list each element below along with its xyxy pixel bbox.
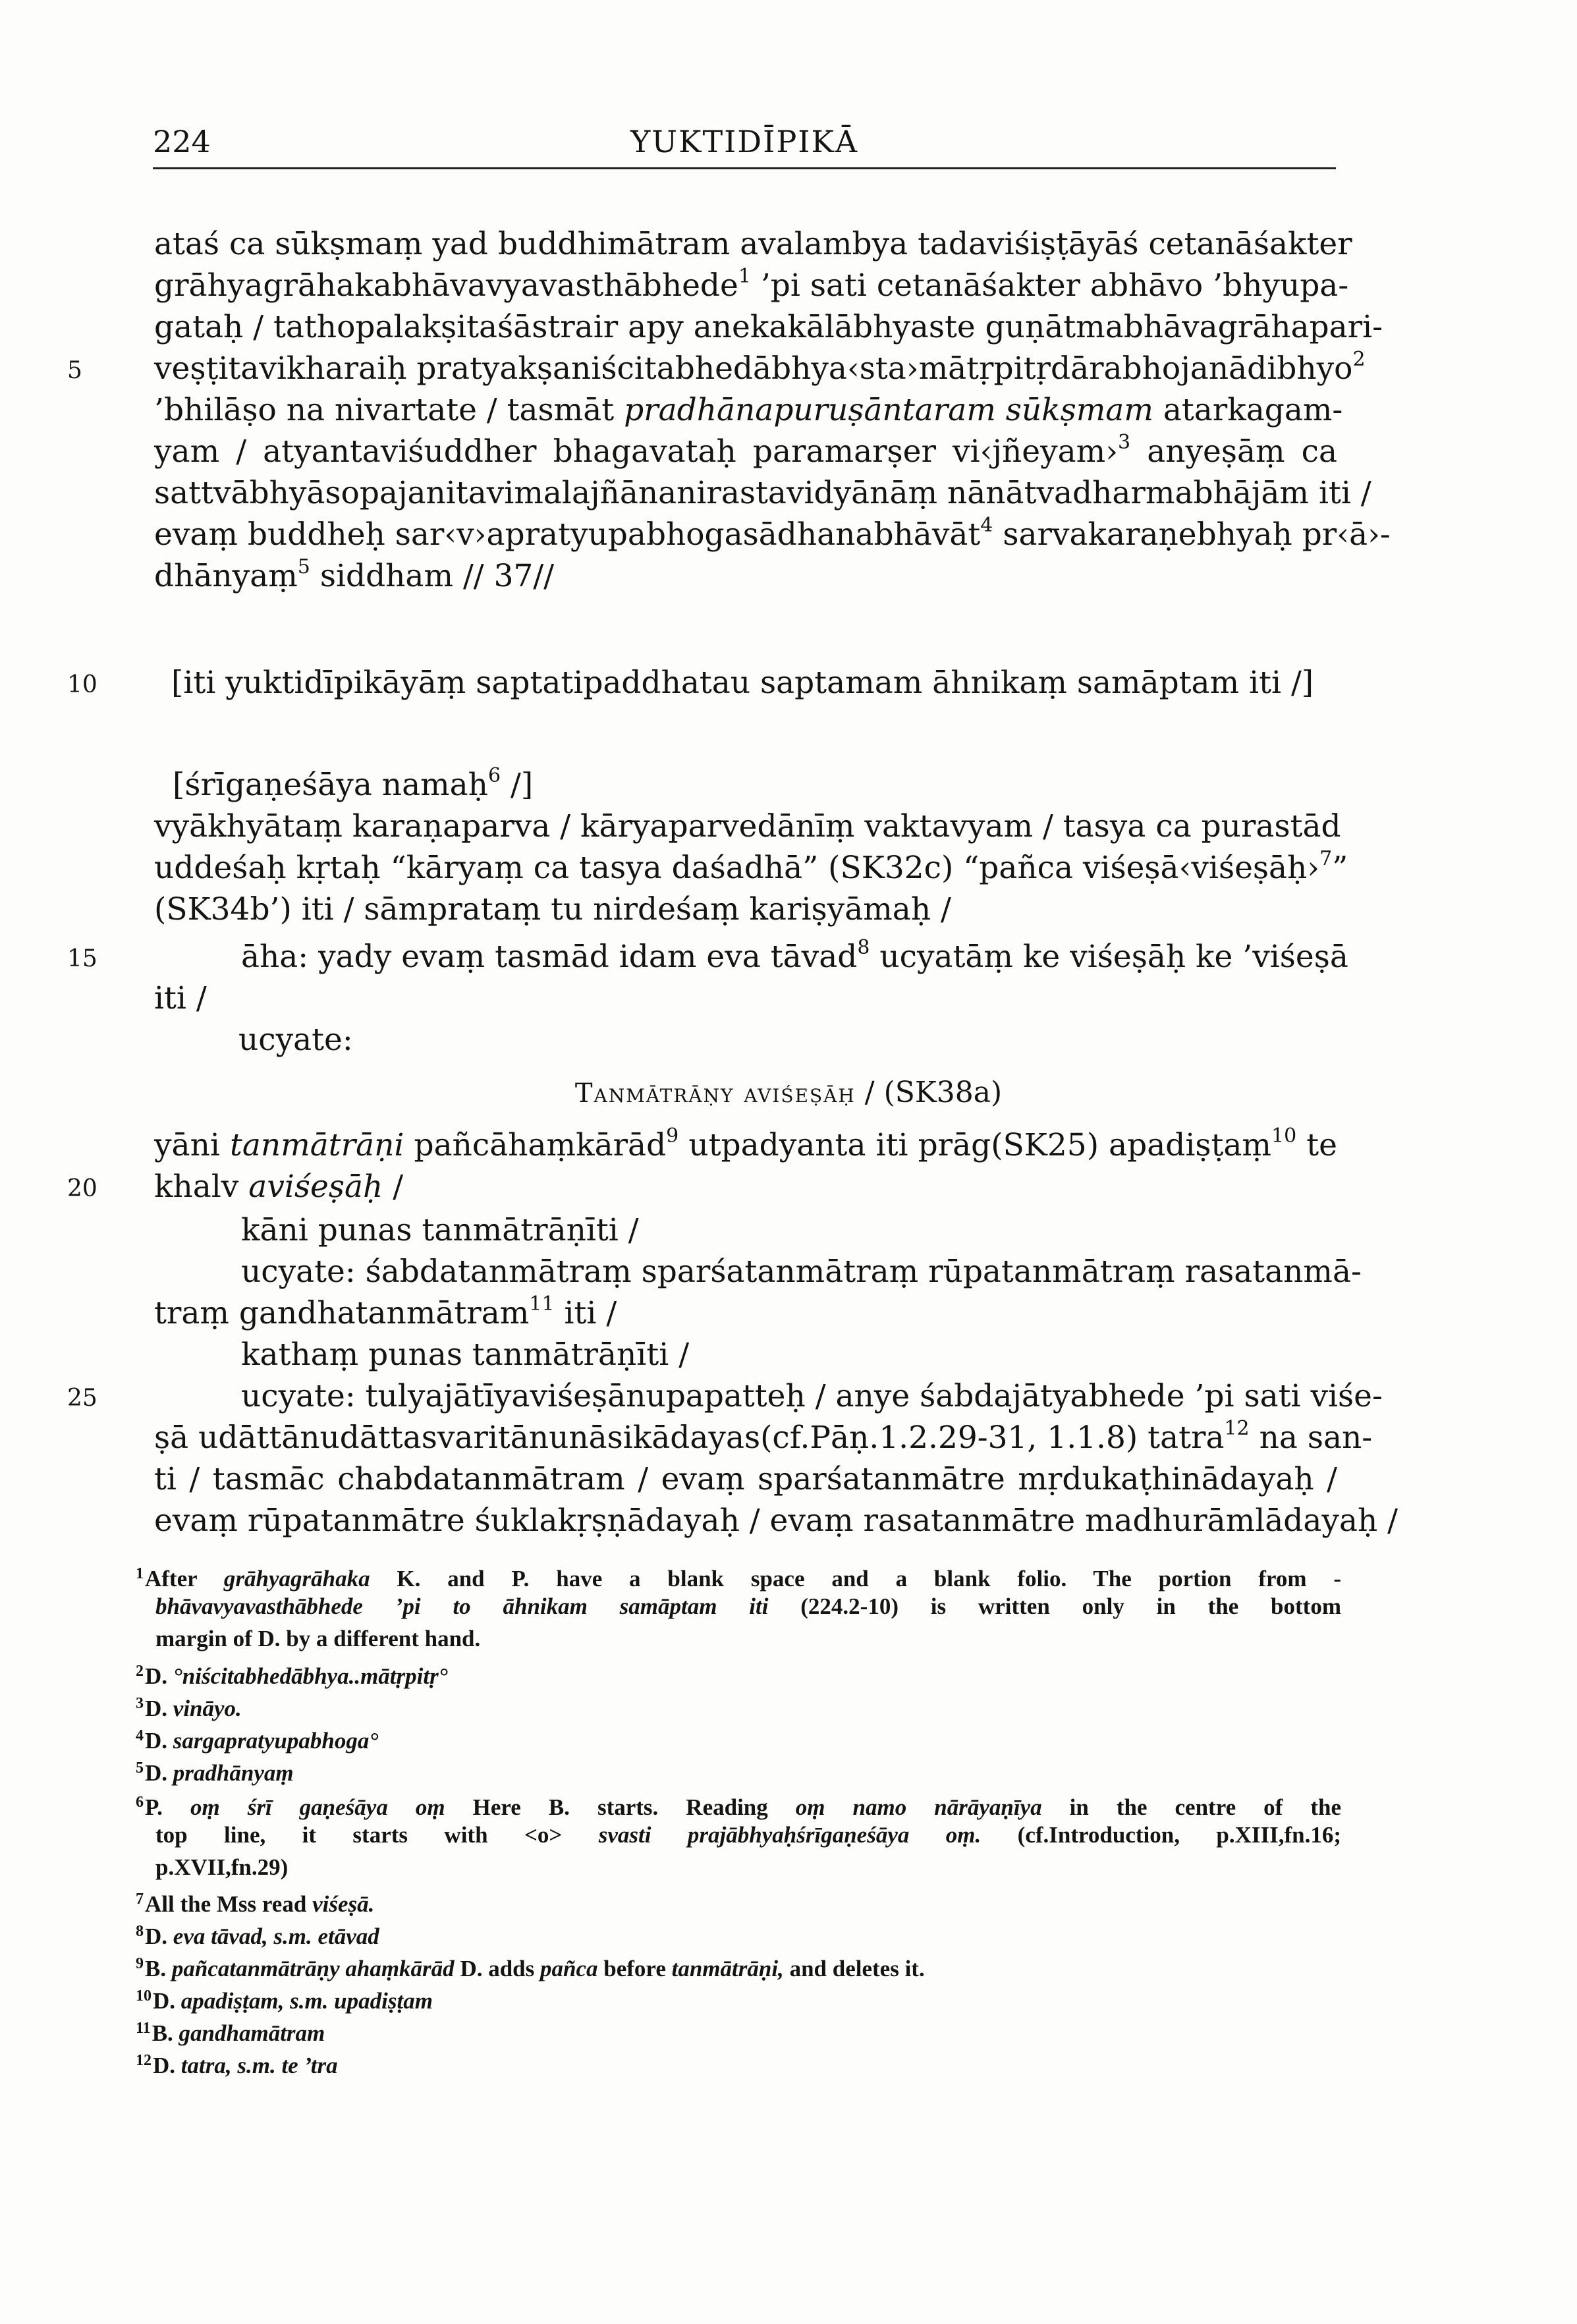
text-span: top line, it starts with <o> xyxy=(155,1822,599,1848)
footnote-ref: 4 xyxy=(980,514,993,537)
italic-term: bhāvavyavasthābhede ’pi to āhnikam samāptam iti xyxy=(155,1593,769,1619)
text-span: B. xyxy=(152,2020,179,2046)
footnote-marker: 4 xyxy=(136,1727,144,1744)
text-span: /] xyxy=(501,767,534,803)
text-span: K. and P. have a blank space and a blank folio. The portion from - xyxy=(370,1566,1341,1591)
italic-term: grāhyagrāhaka xyxy=(223,1566,370,1591)
text-span: ” xyxy=(1332,850,1348,886)
text-span: D. xyxy=(145,1728,173,1754)
text-line xyxy=(154,347,1366,391)
colophon-line: [iti yuktidīpikāyāṃ saptatipaddhatau saptamam āhnikaṃ samāptam iti /] xyxy=(171,665,1314,701)
footnote-ref: 5 xyxy=(297,555,310,578)
footnote-marker: 5 xyxy=(136,1759,144,1777)
footnote-continuation: margin of D. by a different hand. xyxy=(155,1626,481,1651)
text-span: B. xyxy=(145,1956,172,1981)
text-span: D. xyxy=(153,1988,181,2014)
text-span: ṣā udāttānudāttasvaritānunāsikādayas(cf.Pāṇ.1.2.29-31, 1.1.8) tatra xyxy=(154,1420,1225,1456)
text-span: yam / atyantaviśuddher bhagavataḥ paramarṣer vi‹jñeyam› xyxy=(154,433,1119,470)
italic-term: oṃ śrī gaṇeśāya oṃ xyxy=(190,1794,445,1820)
text-line: ucyate: tulyajātīyaviśeṣānupapatteḥ / anye śabdajātyabhede ’pi sati viśe- xyxy=(241,1378,1383,1414)
footnote xyxy=(136,1752,1341,1789)
text-span: sarvakaraṇebhyaḥ pr‹ā›- xyxy=(993,516,1391,553)
italic-term: vināyo. xyxy=(173,1696,242,1721)
footnote-ref: 7 xyxy=(1319,847,1333,870)
footnote xyxy=(136,2045,1341,2082)
heading-term: Tanmātrāṇy aviśeṣāḥ xyxy=(574,1078,856,1109)
italic-term: sūkṣmam xyxy=(1005,392,1153,428)
text-span: All the Mss read xyxy=(145,1891,313,1917)
text-line xyxy=(154,1292,617,1335)
text-line: kāni punas tanmātrāṇīti / xyxy=(241,1212,639,1248)
text-line: vyākhyātaṃ karaṇaparva / kāryaparvedānīṃ vaktavyam / tasya ca purastād xyxy=(154,808,1341,844)
italic-term: eva tāvad, s.m. etāvad xyxy=(173,1923,379,1949)
text-line xyxy=(154,264,1349,308)
italic-term: sargapratyupabhoga° xyxy=(173,1728,379,1754)
text-span: uddeśaḥ kṛtaḥ “kāryaṃ ca tasya daśadhā” (SK32c) “pañca viśeṣā‹viśeṣāḥ› xyxy=(154,850,1320,886)
footnote-ref: 11 xyxy=(529,1292,555,1315)
text-line: gataḥ / tathopalakṣitaśāstrair apy anekakālābhyaste guṇātmabhāvagrāhapari- xyxy=(154,309,1383,345)
text-span: khalv xyxy=(154,1169,249,1205)
footnote xyxy=(136,1786,1341,1823)
text-line xyxy=(154,430,1337,474)
text-span: and deletes it. xyxy=(783,1956,925,1981)
text-span: Here B. starts. Reading xyxy=(445,1794,796,1820)
footnote-marker: 11 xyxy=(136,2020,151,2037)
text-line: (SK34b’) iti / sāmprataṃ tu nirdeśaṃ kariṣyāmaḥ / xyxy=(154,891,951,927)
text-span: na san- xyxy=(1249,1420,1373,1456)
footnote-ref: 6 xyxy=(487,764,501,787)
footnote-ref: 2 xyxy=(1352,348,1366,371)
footnote-marker: 1 xyxy=(136,1565,144,1582)
text-span: anyeṣāṃ ca xyxy=(1130,433,1338,470)
text-span: evaṃ buddheḥ sar‹v›apratyupabhogasādhanabhāvāt xyxy=(154,516,981,553)
text-span: (224.2-10) is written only in the bottom xyxy=(768,1593,1341,1619)
text-span: D. xyxy=(145,1663,173,1689)
italic-term: oṃ namo nārāyaṇīya xyxy=(795,1794,1042,1820)
footnote-marker: 3 xyxy=(136,1695,144,1712)
text-line xyxy=(154,389,1343,432)
text-span: D. xyxy=(145,1696,173,1721)
italic-term: pradhānapuruṣāntaram xyxy=(624,392,996,428)
text-line: ti / tasmāc chabdatanmātram / evaṃ sparśatanmātre mṛdukaṭhinādayaḥ / xyxy=(154,1461,1337,1497)
page-number: 224 xyxy=(153,124,211,159)
footnote xyxy=(136,1688,1341,1725)
footnote-continuation xyxy=(155,1590,1341,1622)
text-span: D. xyxy=(145,1760,173,1786)
text-span: traṃ gandhatanmātram xyxy=(154,1295,530,1331)
text-span: P. xyxy=(145,1794,190,1820)
text-span: atarkagam- xyxy=(1153,392,1343,428)
text-span: in the centre of the xyxy=(1041,1794,1341,1820)
text-span: iti / xyxy=(554,1295,617,1331)
line-number: 15 xyxy=(67,945,97,972)
text-span: utpadyanta iti prāg(SK25) apadiṣṭaṃ xyxy=(678,1127,1271,1163)
italic-term: °niścitabhedābhya..mātṛpitṛ° xyxy=(173,1663,448,1689)
footnote-ref: 12 xyxy=(1224,1417,1250,1440)
footnote-ref: 1 xyxy=(738,265,751,288)
italic-term: tanmātrāṇi, xyxy=(671,1956,784,1981)
italic-term: pañca xyxy=(540,1956,598,1981)
text-line xyxy=(154,846,1348,890)
text-line: ucyate: xyxy=(238,1022,353,1058)
section-heading xyxy=(0,1071,1577,1115)
footnote-ref: 9 xyxy=(666,1124,679,1148)
footnote-marker: 8 xyxy=(136,1923,144,1940)
italic-term: viśeṣā. xyxy=(312,1891,375,1917)
footnote-ref: 10 xyxy=(1271,1124,1297,1148)
text-span: siddham // 37// xyxy=(310,558,555,594)
text-line: ucyate: śabdatanmātraṃ sparśatanmātraṃ rūpatanmātraṃ rasatanmā- xyxy=(241,1254,1362,1290)
footnote-marker: 2 xyxy=(136,1663,144,1680)
footnote-marker: 9 xyxy=(136,1955,144,1972)
text-span: [śrīgaṇeśāya namaḥ xyxy=(173,767,488,803)
text-line: kathaṃ punas tanmātrāṇīti / xyxy=(241,1337,690,1373)
text-span: ucyatāṃ ke viśeṣāḥ ke ’viśeṣā xyxy=(870,939,1348,975)
text-span: dhānyaṃ xyxy=(154,558,298,594)
italic-term: svasti prajābhyaḥśrīgaṇeśāya oṃ. xyxy=(598,1822,982,1848)
footnote-continuation xyxy=(155,1819,1341,1851)
line-number: 20 xyxy=(67,1175,97,1202)
text-span: ’bhilāṣo na nivartate / tasmāt xyxy=(154,392,624,428)
text-span: (cf.Introduction, p.XIII,fn.16; xyxy=(981,1822,1342,1848)
text-span: āha: yady evaṃ tasmād idam eva tāvad xyxy=(241,939,858,975)
line-number: 10 xyxy=(67,671,97,698)
text-span: grāhyagrāhakabhāvavyavasthābhede xyxy=(154,267,738,304)
text-line: iti / xyxy=(154,980,207,1016)
footnote-marker: 6 xyxy=(136,1794,144,1811)
line-number: 25 xyxy=(67,1385,97,1412)
italic-term: tatra, s.m. te ’tra xyxy=(180,2053,338,2078)
italic-term: pañcatanmātrāṇy ahaṃkārād xyxy=(171,1956,455,1981)
invocation-line xyxy=(173,763,533,807)
italic-term: tanmātrāṇi xyxy=(229,1127,404,1163)
footnote xyxy=(136,1948,1341,1985)
text-span: pañcāhaṃkārād xyxy=(404,1127,667,1163)
text-line xyxy=(154,513,1391,557)
text-span: / xyxy=(383,1169,404,1205)
text-span: D. xyxy=(145,1923,173,1949)
text-span: te xyxy=(1296,1127,1337,1163)
text-span: After xyxy=(145,1566,224,1591)
italic-term: gandhamātram xyxy=(179,2020,325,2046)
footnote xyxy=(136,1980,1341,2017)
text-line: evaṃ rūpatanmātre śuklakṛṣṇādayaḥ / evaṃ rasatanmātre madhurāmlādayaḥ / xyxy=(154,1503,1398,1539)
text-span xyxy=(996,392,1006,428)
footnote-marker: 7 xyxy=(136,1891,144,1908)
heading-ref: / (SK38a) xyxy=(855,1076,1003,1109)
text-span: D. xyxy=(153,2053,181,2078)
footnote-ref: 8 xyxy=(857,936,870,959)
text-span: yāni xyxy=(154,1127,230,1163)
footnote xyxy=(136,1720,1341,1757)
text-line: ataś ca sūkṣmaṃ yad buddhimātram avalambya tadaviśiṣṭāyāś cetanāśakter xyxy=(154,226,1352,262)
footnote-ref: 3 xyxy=(1118,431,1131,454)
text-line xyxy=(241,935,1348,979)
text-span: D. adds xyxy=(454,1956,541,1981)
footnote-marker: 10 xyxy=(136,1987,152,2005)
line-number: 5 xyxy=(67,357,82,384)
text-line xyxy=(154,555,554,598)
page-header xyxy=(153,120,1336,169)
text-span: ’pi sati cetanāśakter abhāvo ’bhyupa- xyxy=(750,267,1349,304)
italic-term: pradhānyaṃ xyxy=(173,1760,294,1786)
footnote xyxy=(136,2012,1341,2049)
italic-term: apadiṣṭam, s.m. upadiṣṭam xyxy=(180,1988,433,2014)
text-line: sattvābhyāsopajanitavimalajñānanirastavidyānāṃ nānātvadharmabhājām iti / xyxy=(154,475,1371,511)
text-line xyxy=(154,1165,403,1209)
footnote xyxy=(136,1883,1341,1920)
footnote xyxy=(136,1558,1341,1595)
footnote-marker: 12 xyxy=(136,2052,152,2069)
text-span: before xyxy=(597,1956,672,1981)
text-line xyxy=(154,1416,1373,1460)
italic-term: aviśeṣāḥ xyxy=(248,1169,383,1205)
running-title: YUKTIDĪPIKĀ xyxy=(630,124,859,159)
footnote-continuation: p.XVII,fn.29) xyxy=(155,1854,289,1880)
footnote xyxy=(136,1916,1341,1952)
text-span: veṣṭitavikharaiḥ pratyakṣaniścitabhedābhya‹sta›mātṛpitṛdārabhojanādibhyo xyxy=(154,350,1353,387)
text-line xyxy=(154,1124,1337,1167)
footnote xyxy=(136,1655,1341,1692)
